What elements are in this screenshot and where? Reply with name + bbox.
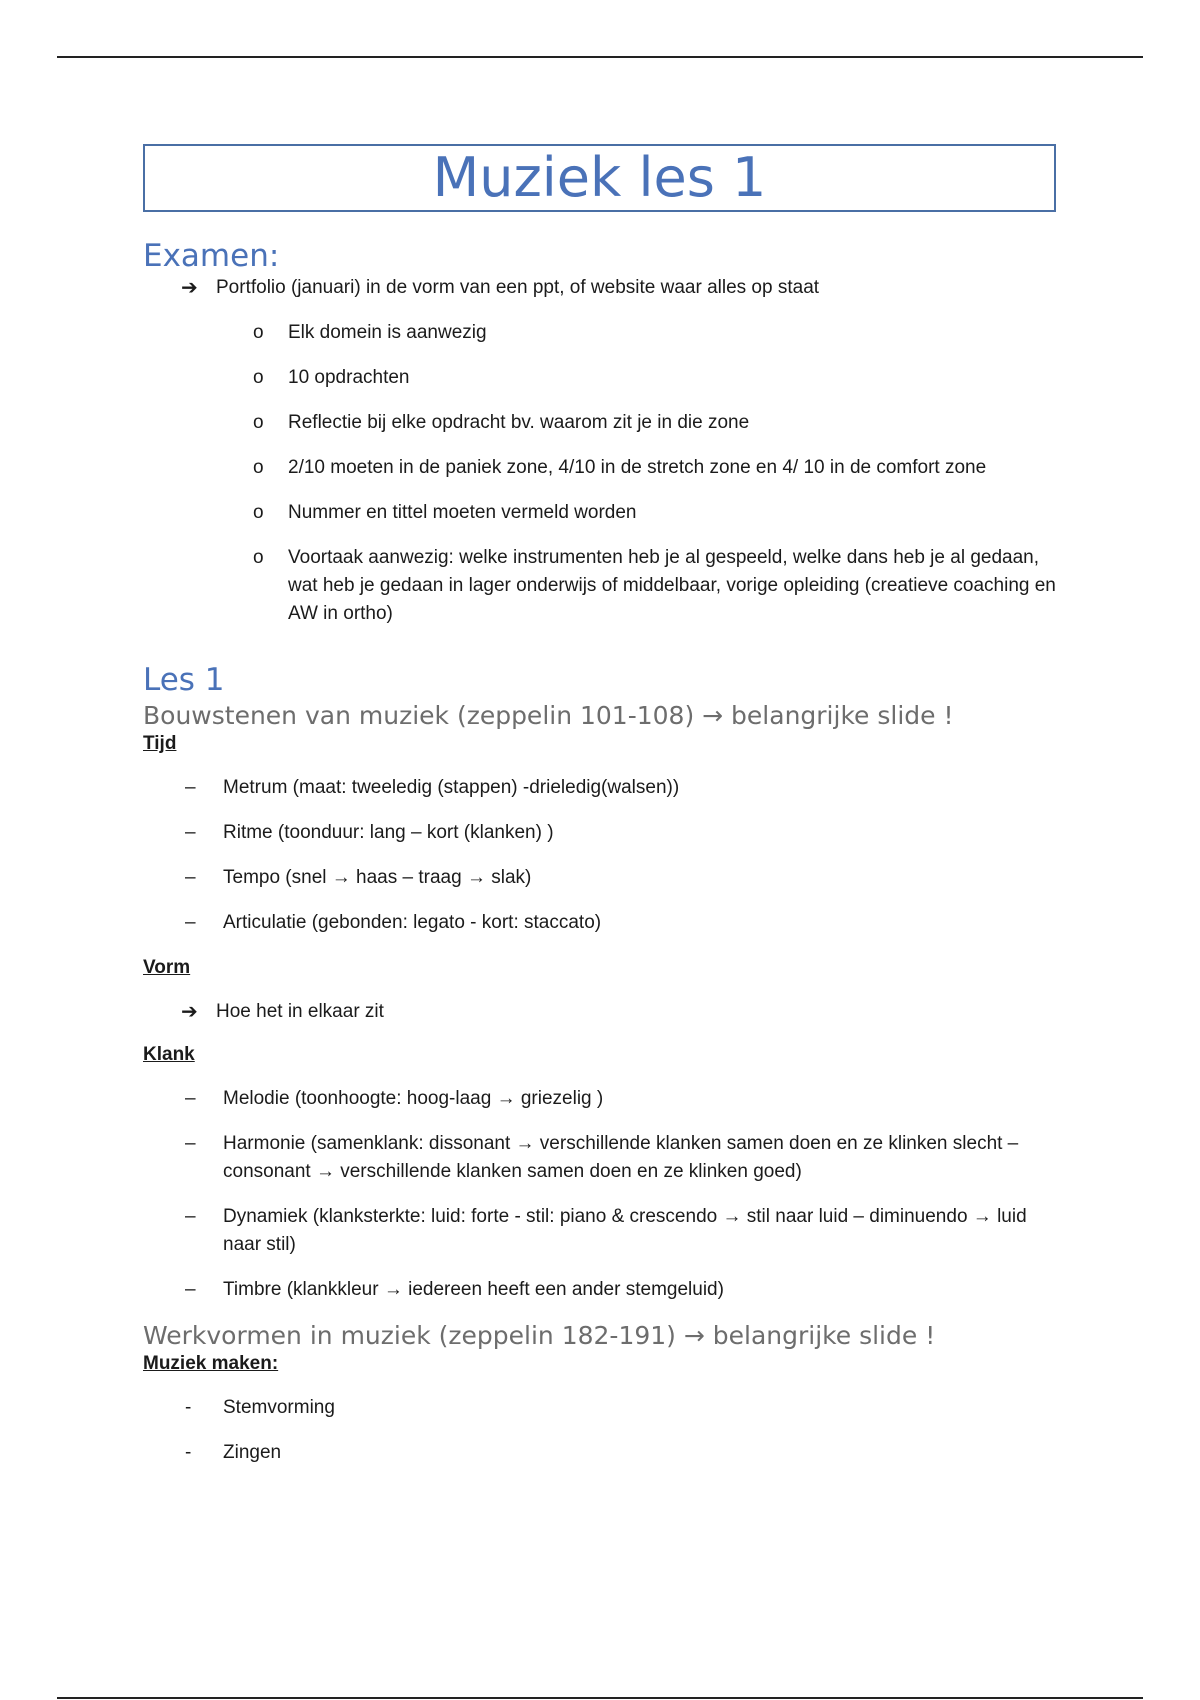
list-item-text: Voortaak aanwezig: welke instrumenten heb je al gespeeld, welke dans heb je al gedaan, wat heb je gedaan in lager onderwijs of middelbaar, vorige opleiding (creatieve coaching en AW in ortho) [288,547,1056,624]
document-body [143,144,1056,1467]
arrow-bullet-icon: ➔ [181,277,198,299]
list-item-text: Dynamiek (klanksterkte: luid: forte - stil: piano & crescendo → stil naar luid – diminuendo → luid naar stil) [223,1206,1027,1255]
list-item [143,864,1056,892]
subheading-klank: Klank [143,1044,195,1065]
list-item [143,454,1056,482]
header-rule [57,56,1143,58]
list-item [143,1394,1056,1422]
list-item-text: Ritme (toonduur: lang – kort (klanken) ) [223,822,554,843]
heading-werkvormen: Werkvormen in muziek (zeppelin 182-191) → belangrijke slide ! [143,1321,936,1350]
list-item [143,544,1056,628]
list-item-text: Tempo (snel → haas – traag → slak) [223,867,532,888]
circle-bullet-icon: o [253,412,264,433]
heading-les-1: Les 1 [143,662,225,698]
subheading-vorm: Vorm [143,957,191,978]
list-item-text: Melodie (toonhoogte: hoog-laag → griezelig ) [223,1088,604,1109]
list-item-text: 2/10 moeten in de paniek zone, 4/10 in de stretch zone en 4/ 10 in de comfort zone [288,457,987,478]
circle-bullet-icon: o [253,457,264,478]
dash-bullet-icon: – [185,822,196,843]
page-title: Muziek les 1 [143,144,1056,212]
examen-main-text: Portfolio (januari) in de vorm van een ppt, of website waar alles op staat [216,277,820,298]
circle-bullet-icon: o [253,502,264,523]
dash-bullet-icon: – [185,912,196,933]
vorm-item [143,998,1056,1026]
list-item-text: Harmonie (samenklank: dissonant → verschillende klanken samen doen en ze klinken slecht – consonant → verschillende klanken samen doen en ze klinken goed) [223,1133,1019,1182]
list-item [143,909,1056,937]
arrow-bullet-icon: ➔ [181,1001,198,1023]
dash-bullet-icon: – [185,1088,196,1109]
examen-main-item [143,274,1056,302]
dash-bullet-icon: – [185,1279,196,1300]
subheading-muziek-maken: Muziek maken: [143,1353,279,1374]
list-item-text: Stemvorming [223,1397,335,1418]
dash-bullet-icon: – [185,1133,196,1154]
list-item [143,819,1056,847]
hyphen-bullet-icon: - [185,1397,192,1418]
list-item-text: Reflectie bij elke opdracht bv. waarom zit je in die zone [288,412,750,433]
heading-examen: Examen: [143,238,280,274]
dash-bullet-icon: – [185,867,196,888]
list-item-text: Nummer en tittel moeten vermeld worden [288,502,637,523]
list-item [143,1276,1056,1304]
dash-bullet-icon: – [185,1206,196,1227]
list-item [143,1203,1056,1259]
heading-bouwstenen: Bouwstenen van muziek (zeppelin 101-108) → belangrijke slide ! [143,701,954,730]
list-item-text: Articulatie (gebonden: legato - kort: staccato) [223,912,602,933]
list-item [143,1439,1056,1467]
footer-rule [57,1697,1143,1699]
list-item-text: Zingen [223,1442,282,1463]
list-item-text: Elk domein is aanwezig [288,322,487,343]
list-item [143,774,1056,802]
list-item [143,499,1056,527]
list-item [143,364,1056,392]
circle-bullet-icon: o [253,322,264,343]
list-item [143,319,1056,347]
list-item [143,409,1056,437]
list-item [143,1085,1056,1113]
list-item [143,1130,1056,1186]
list-item-text: 10 opdrachten [288,367,410,388]
circle-bullet-icon: o [253,367,264,388]
list-item-text: Metrum (maat: tweeledig (stappen) -drieledig(walsen)) [223,777,680,798]
hyphen-bullet-icon: - [185,1442,192,1463]
circle-bullet-icon: o [253,547,264,568]
subheading-tijd: Tijd [143,733,177,754]
vorm-text: Hoe het in elkaar zit [216,1001,384,1022]
dash-bullet-icon: – [185,777,196,798]
list-item-text: Timbre (klankkleur → iedereen heeft een ander stemgeluid) [223,1279,724,1300]
